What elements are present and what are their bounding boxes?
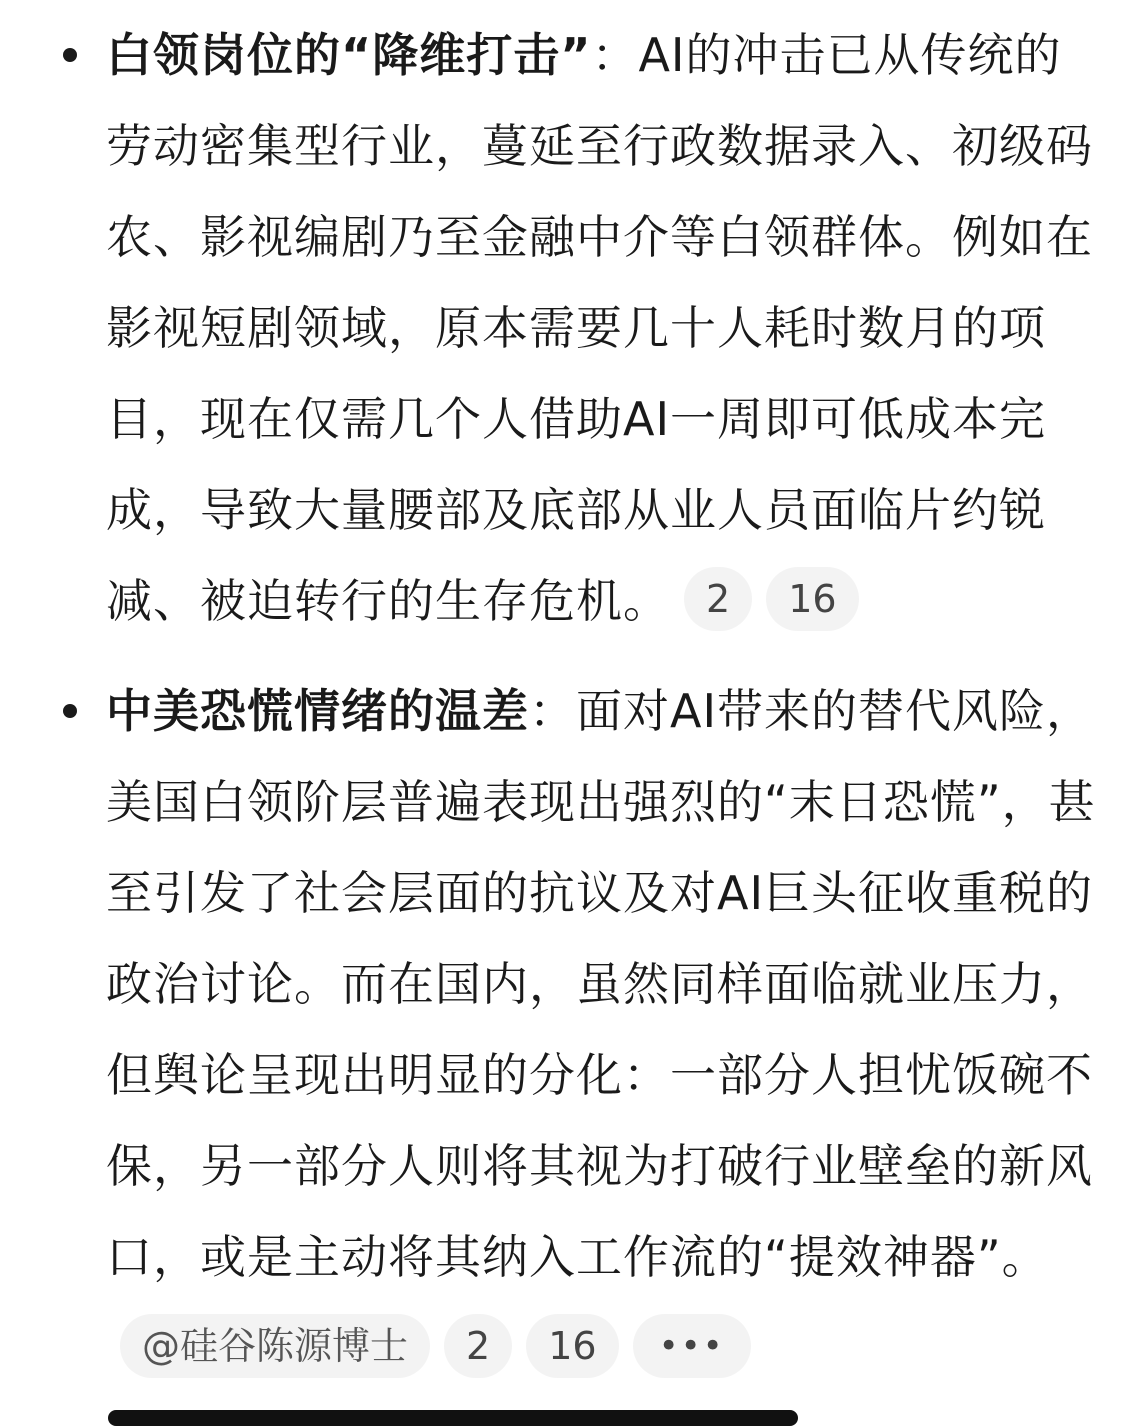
citation-pill-16[interactable]: 16 <box>526 1314 618 1378</box>
bullet-body: 面对AI带来的替代风险，美国白领阶层普遍表现出强烈的“末日恐慌”，甚至引发了社会层面的抗议及对AI巨头征收重税的政治讨论。而在国内，虽然同样面临就业压力，但舆论呈现出明显的分化：一部分人担忧饭碗不保，另一部分人则将其视为打破行业壁垒的新风口，或是主动将其纳入工作流的“提效神器”。 <box>106 684 1096 1284</box>
bottom-edge-bar <box>108 1410 798 1426</box>
citation-pill-2[interactable]: 2 <box>444 1314 512 1378</box>
more-options-icon[interactable]: ••• <box>633 1314 751 1378</box>
citation-pill-16[interactable]: 16 <box>766 567 858 631</box>
heading-colon: ： <box>529 684 576 738</box>
bullet-paragraph <box>106 666 1096 1394</box>
bullet-dot-icon <box>63 48 77 62</box>
bullet-heading: 白领岗位的“降维打击” <box>106 28 592 82</box>
bullet-body: AI的冲击已从传统的劳动密集型行业，蔓延至行政数据录入、初级码农、影视编剧乃至金融中介等白领群体。例如在影视短剧领域，原本需要几十人耗时数月的项目，现在仅需几个人借助AI一周即可低成本完成，导致大量腰部及底部从业人员面临片约锐减、被迫转行的生存危机。 <box>106 28 1093 628</box>
bullet-heading: 中美恐慌情绪的温差 <box>106 684 529 738</box>
heading-colon: ： <box>591 28 639 82</box>
bullet-paragraph <box>106 10 1096 647</box>
source-author-pill[interactable]: @硅谷陈源博士 <box>120 1314 430 1378</box>
citation-pill-2[interactable]: 2 <box>684 567 752 631</box>
bullet-dot-icon <box>63 704 77 718</box>
